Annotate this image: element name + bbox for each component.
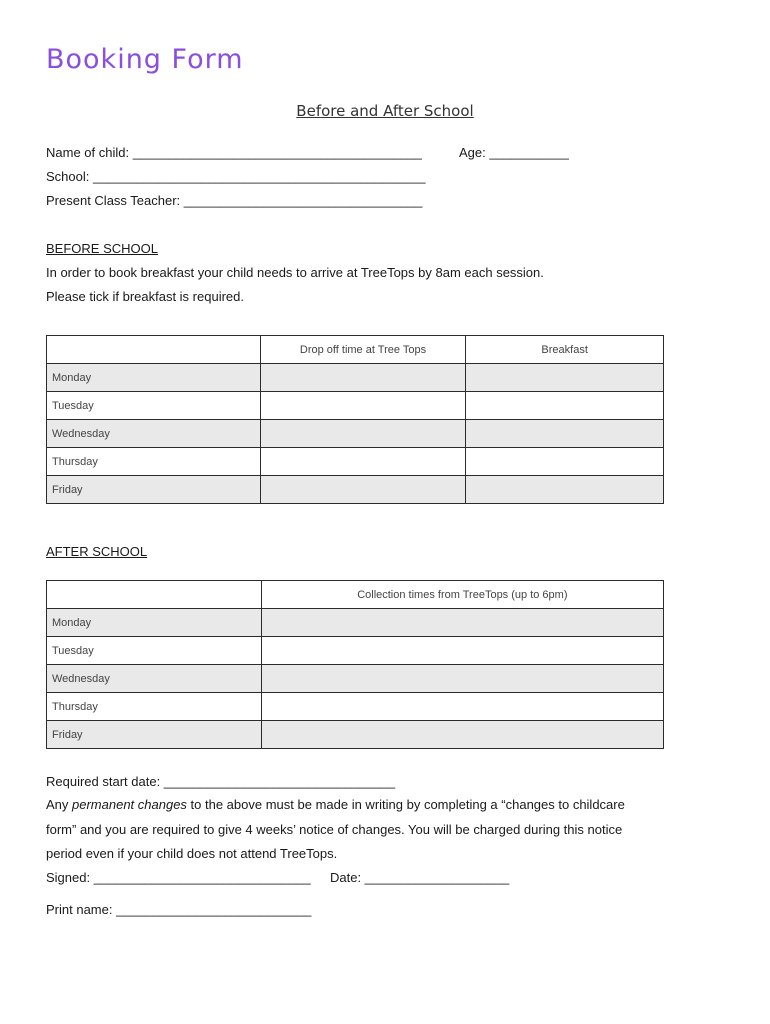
table-row	[47, 637, 664, 665]
before-school-info: In order to book breakfast your child needs to arrive at TreeTops by 8am each session.	[46, 265, 544, 280]
dropoff-time-cell[interactable]	[260, 420, 466, 448]
column-header-dropoff: Drop off time at Tree Tops	[260, 336, 466, 364]
breakfast-tick-cell[interactable]	[466, 392, 664, 420]
notice-line-2: form” and you are required to give 4 weeks’ notice of changes. You will be charged during this notice	[46, 821, 623, 837]
table-header-row	[47, 336, 664, 364]
form-title: Booking Form	[46, 44, 244, 75]
column-header	[47, 581, 262, 609]
table-row	[47, 420, 664, 448]
form-subtitle	[0, 102, 770, 120]
child-name-field[interactable]	[46, 145, 422, 160]
collection-time-cell[interactable]	[261, 637, 663, 665]
date-field[interactable]	[330, 870, 509, 885]
table-header-row	[47, 581, 664, 609]
day-label: Friday	[47, 721, 262, 749]
day-label: Tuesday	[47, 392, 261, 420]
day-label: Friday	[47, 476, 261, 504]
print-name-label: Print name: ___________________________	[46, 902, 312, 917]
after-school-heading: AFTER SCHOOL	[46, 544, 148, 559]
notice-paragraph	[46, 793, 726, 867]
dropoff-time-cell[interactable]	[260, 392, 466, 420]
teacher-field[interactable]	[46, 193, 422, 208]
age-field[interactable]	[459, 145, 569, 160]
day-label: Wednesday	[47, 665, 262, 693]
day-label: Monday	[47, 364, 261, 392]
day-label: Thursday	[47, 693, 262, 721]
notice-rest: to the above must be made in writing by completing a “changes to childcare	[186, 797, 625, 812]
breakfast-tick-cell[interactable]	[466, 364, 664, 392]
breakfast-tick-cell[interactable]	[466, 448, 664, 476]
dropoff-time-cell[interactable]	[260, 364, 466, 392]
column-header-collection: Collection times from TreeTops (up to 6pm)	[261, 581, 663, 609]
day-label: Wednesday	[47, 420, 261, 448]
table-row	[47, 448, 664, 476]
notice-prefix: Any	[46, 797, 73, 812]
column-header-breakfast: Breakfast	[466, 336, 664, 364]
start-date-label: Required start date: ________________________________	[46, 774, 396, 789]
school-field[interactable]	[46, 169, 426, 184]
day-label: Tuesday	[47, 637, 262, 665]
school-label: School: ______________________________________________	[46, 169, 426, 184]
breakfast-instruction: Please tick if breakfast is required.	[46, 289, 244, 304]
notice-line-1	[46, 793, 726, 818]
subtitle-text: Before and After School	[296, 102, 474, 120]
table-row	[47, 364, 664, 392]
column-header	[47, 336, 261, 364]
table-row	[47, 392, 664, 420]
start-date-field[interactable]	[46, 774, 395, 789]
signed-label: Signed: ______________________________	[46, 870, 311, 885]
breakfast-tick-cell[interactable]	[466, 420, 664, 448]
dropoff-time-cell[interactable]	[260, 448, 466, 476]
collection-time-cell[interactable]	[261, 693, 663, 721]
day-label: Monday	[47, 609, 262, 637]
notice-line-3: period even if your child does not attend TreeTops.	[46, 846, 338, 861]
breakfast-tick-cell[interactable]	[466, 476, 664, 504]
after-school-table	[46, 580, 664, 749]
table-row	[47, 665, 664, 693]
collection-time-cell[interactable]	[261, 609, 663, 637]
collection-time-cell[interactable]	[261, 721, 663, 749]
child-name-label: Name of child: ________________________________________	[46, 145, 422, 160]
date-label: Date: ____________________	[330, 870, 510, 885]
table-row	[47, 693, 664, 721]
collection-time-cell[interactable]	[261, 665, 663, 693]
day-label: Thursday	[47, 448, 261, 476]
table-row	[47, 609, 664, 637]
before-school-table	[46, 335, 664, 504]
dropoff-time-cell[interactable]	[260, 476, 466, 504]
notice-emphasis: permanent changes	[72, 797, 187, 812]
table-row	[47, 476, 664, 504]
age-label: Age: ___________	[459, 145, 569, 160]
before-school-heading: BEFORE SCHOOL	[46, 241, 158, 256]
table-row	[47, 721, 664, 749]
signed-field[interactable]	[46, 870, 311, 885]
print-name-field[interactable]	[46, 902, 311, 917]
teacher-label: Present Class Teacher: _________________________________	[46, 193, 423, 208]
